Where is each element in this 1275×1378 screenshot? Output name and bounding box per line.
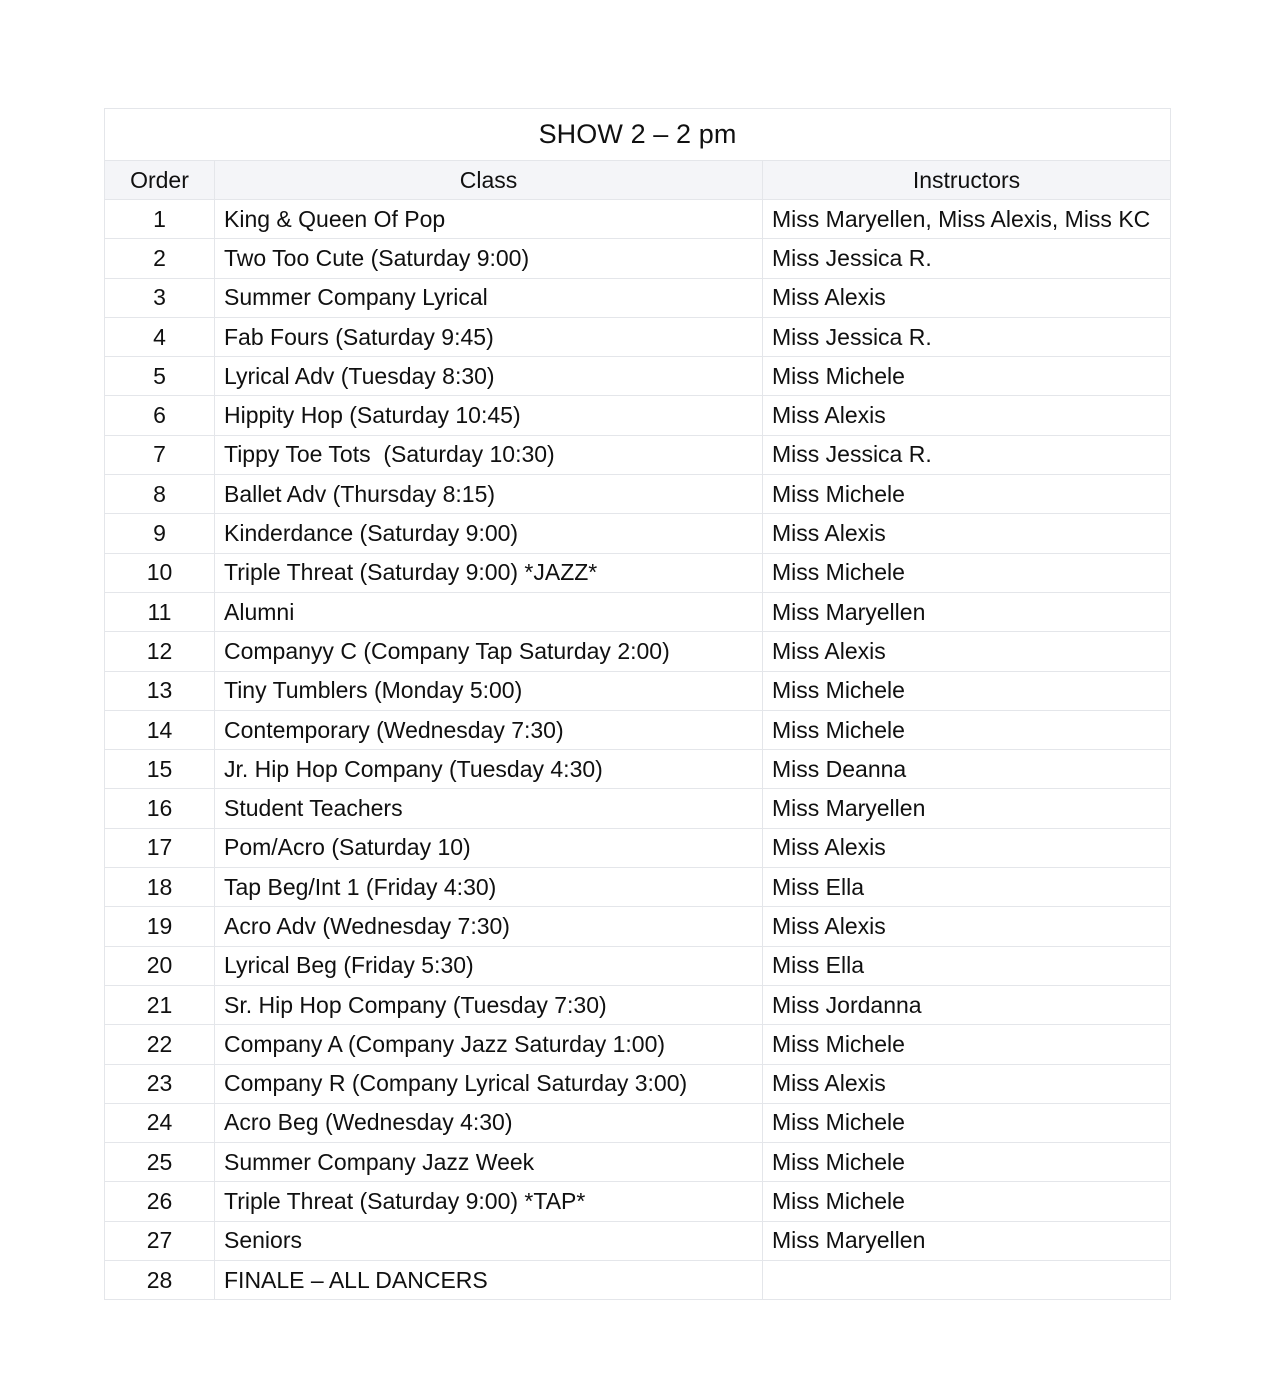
- cell-instructors: Miss Ella: [763, 946, 1171, 985]
- show-schedule-table: [104, 108, 1171, 1300]
- table-row: [105, 592, 1171, 631]
- cell-class: Jr. Hip Hop Company (Tuesday 4:30): [215, 750, 763, 789]
- table-row: [105, 632, 1171, 671]
- cell-order: 21: [105, 985, 215, 1024]
- table-body: [105, 109, 1171, 1300]
- cell-class: Summer Company Jazz Week: [215, 1143, 763, 1182]
- cell-order: 9: [105, 514, 215, 553]
- cell-instructors: Miss Michele: [763, 357, 1171, 396]
- cell-order: 10: [105, 553, 215, 592]
- table-row: [105, 1103, 1171, 1142]
- cell-order: 26: [105, 1182, 215, 1221]
- table-title-row: [105, 109, 1171, 161]
- cell-instructors: [763, 1261, 1171, 1300]
- cell-instructors: Miss Michele: [763, 1025, 1171, 1064]
- cell-order: 3: [105, 278, 215, 317]
- cell-class: Triple Threat (Saturday 9:00) *TAP*: [215, 1182, 763, 1221]
- table-row: [105, 1261, 1171, 1300]
- cell-instructors: Miss Jessica R.: [763, 317, 1171, 356]
- cell-class: Student Teachers: [215, 789, 763, 828]
- cell-class: Ballet Adv (Thursday 8:15): [215, 475, 763, 514]
- cell-order: 28: [105, 1261, 215, 1300]
- cell-instructors: Miss Jordanna: [763, 985, 1171, 1024]
- cell-class: Two Too Cute (Saturday 9:00): [215, 239, 763, 278]
- page-title: SHOW 2 – 2 pm: [105, 109, 1171, 161]
- cell-order: 2: [105, 239, 215, 278]
- table-row: [105, 985, 1171, 1024]
- cell-class: Fab Fours (Saturday 9:45): [215, 317, 763, 356]
- table-row: [105, 828, 1171, 867]
- cell-instructors: Miss Maryellen: [763, 1221, 1171, 1260]
- cell-class: Company R (Company Lyrical Saturday 3:00): [215, 1064, 763, 1103]
- table-row: [105, 1182, 1171, 1221]
- table-row: [105, 1221, 1171, 1260]
- cell-order: 4: [105, 317, 215, 356]
- table-row: [105, 357, 1171, 396]
- cell-order: 25: [105, 1143, 215, 1182]
- cell-class: Triple Threat (Saturday 9:00) *JAZZ*: [215, 553, 763, 592]
- table-row: [105, 200, 1171, 239]
- cell-order: 6: [105, 396, 215, 435]
- cell-order: 20: [105, 946, 215, 985]
- cell-class: Seniors: [215, 1221, 763, 1260]
- cell-order: 15: [105, 750, 215, 789]
- cell-order: 23: [105, 1064, 215, 1103]
- table-row: [105, 750, 1171, 789]
- cell-order: 8: [105, 475, 215, 514]
- cell-order: 13: [105, 671, 215, 710]
- cell-order: 18: [105, 868, 215, 907]
- cell-order: 12: [105, 632, 215, 671]
- cell-class: Lyrical Adv (Tuesday 8:30): [215, 357, 763, 396]
- cell-order: 1: [105, 200, 215, 239]
- cell-instructors: Miss Michele: [763, 1182, 1171, 1221]
- cell-class: Kinderdance (Saturday 9:00): [215, 514, 763, 553]
- table-row: [105, 671, 1171, 710]
- table-row: [105, 396, 1171, 435]
- table-row: [105, 710, 1171, 749]
- cell-instructors: Miss Michele: [763, 671, 1171, 710]
- cell-order: 22: [105, 1025, 215, 1064]
- cell-class: Hippity Hop (Saturday 10:45): [215, 396, 763, 435]
- table-row: [105, 553, 1171, 592]
- cell-class: Tap Beg/Int 1 (Friday 4:30): [215, 868, 763, 907]
- cell-instructors: Miss Alexis: [763, 828, 1171, 867]
- cell-class: Lyrical Beg (Friday 5:30): [215, 946, 763, 985]
- cell-order: 7: [105, 435, 215, 474]
- cell-class: Tiny Tumblers (Monday 5:00): [215, 671, 763, 710]
- cell-instructors: Miss Michele: [763, 1103, 1171, 1142]
- cell-class: Pom/Acro (Saturday 10): [215, 828, 763, 867]
- table-row: [105, 239, 1171, 278]
- cell-class: Sr. Hip Hop Company (Tuesday 7:30): [215, 985, 763, 1024]
- cell-class: Company A (Company Jazz Saturday 1:00): [215, 1025, 763, 1064]
- table-header-row: [105, 161, 1171, 200]
- column-header-instructors: Instructors: [763, 161, 1171, 200]
- cell-class: FINALE – ALL DANCERS: [215, 1261, 763, 1300]
- cell-class: Acro Beg (Wednesday 4:30): [215, 1103, 763, 1142]
- table-row: [105, 1025, 1171, 1064]
- table-row: [105, 278, 1171, 317]
- table-row: [105, 789, 1171, 828]
- cell-instructors: Miss Maryellen: [763, 592, 1171, 631]
- cell-instructors: Miss Deanna: [763, 750, 1171, 789]
- cell-instructors: Miss Alexis: [763, 907, 1171, 946]
- column-header-class: Class: [215, 161, 763, 200]
- cell-instructors: Miss Alexis: [763, 632, 1171, 671]
- cell-class: Alumni: [215, 592, 763, 631]
- cell-order: 11: [105, 592, 215, 631]
- cell-instructors: Miss Alexis: [763, 514, 1171, 553]
- cell-order: 27: [105, 1221, 215, 1260]
- cell-class: Contemporary (Wednesday 7:30): [215, 710, 763, 749]
- table-row: [105, 868, 1171, 907]
- cell-order: 24: [105, 1103, 215, 1142]
- cell-instructors: Miss Jessica R.: [763, 239, 1171, 278]
- cell-order: 19: [105, 907, 215, 946]
- cell-instructors: Miss Jessica R.: [763, 435, 1171, 474]
- cell-order: 17: [105, 828, 215, 867]
- cell-order: 5: [105, 357, 215, 396]
- table-row: [105, 1064, 1171, 1103]
- cell-instructors: Miss Maryellen: [763, 789, 1171, 828]
- cell-order: 16: [105, 789, 215, 828]
- table-row: [105, 946, 1171, 985]
- cell-class: Tippy Toe Tots (Saturday 10:30): [215, 435, 763, 474]
- cell-instructors: Miss Michele: [763, 710, 1171, 749]
- schedule-table-container: [104, 108, 1170, 1300]
- cell-class: Summer Company Lyrical: [215, 278, 763, 317]
- cell-instructors: Miss Michele: [763, 553, 1171, 592]
- cell-class: Companyy C (Company Tap Saturday 2:00): [215, 632, 763, 671]
- cell-instructors: Miss Ella: [763, 868, 1171, 907]
- column-header-order: Order: [105, 161, 215, 200]
- table-row: [105, 435, 1171, 474]
- cell-class: Acro Adv (Wednesday 7:30): [215, 907, 763, 946]
- table-row: [105, 1143, 1171, 1182]
- table-row: [105, 907, 1171, 946]
- cell-instructors: Miss Alexis: [763, 1064, 1171, 1103]
- table-row: [105, 514, 1171, 553]
- table-row: [105, 317, 1171, 356]
- cell-instructors: Miss Maryellen, Miss Alexis, Miss KC: [763, 200, 1171, 239]
- cell-order: 14: [105, 710, 215, 749]
- cell-class: King & Queen Of Pop: [215, 200, 763, 239]
- cell-instructors: Miss Alexis: [763, 396, 1171, 435]
- cell-instructors: Miss Alexis: [763, 278, 1171, 317]
- table-row: [105, 475, 1171, 514]
- cell-instructors: Miss Michele: [763, 1143, 1171, 1182]
- cell-instructors: Miss Michele: [763, 475, 1171, 514]
